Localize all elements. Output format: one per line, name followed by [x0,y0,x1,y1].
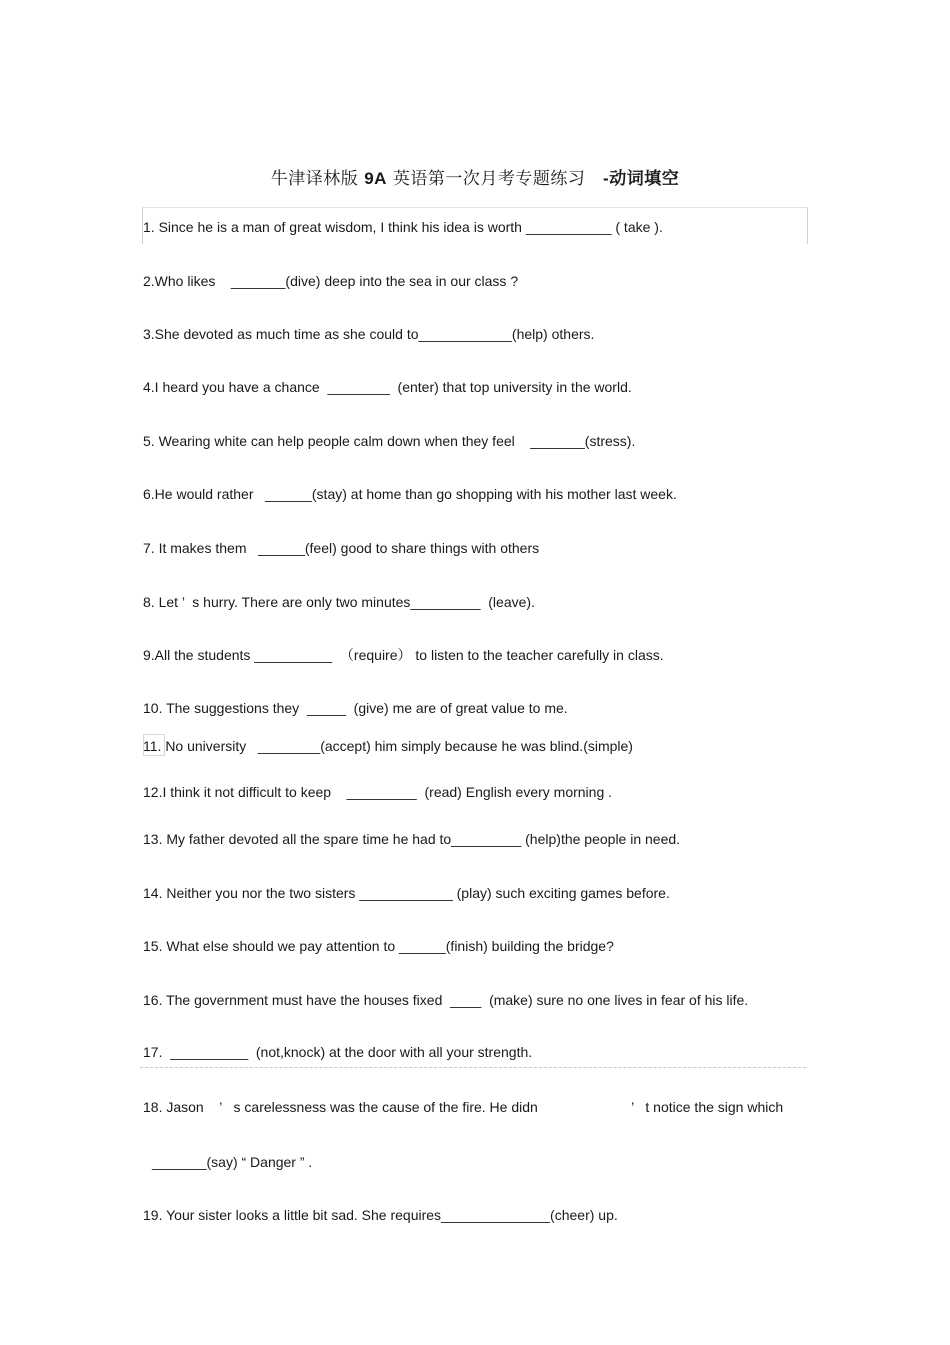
question-14: 14. Neither you nor the two sisters ____________ (play) such exciting games before. [143,885,670,901]
title-topic: -动词填空 [603,169,680,188]
question-2: 2.Who likes _______(dive) deep into the sea in our class ? [143,273,519,289]
title-grade: 9A [364,169,387,188]
title-suffix: 英语第一次月考专题练习 [392,169,586,189]
question-19: 19. Your sister looks a little bit sad. She requires______________(cheer) up. [143,1207,618,1223]
question-10: 10. The suggestions they _____ (give) me are of great value to me. [143,700,568,716]
question-1: 1. Since he is a man of great wisdom, I think his idea is worth ___________ ( take ). [143,219,663,235]
question-5: 5. Wearing white can help people calm down when they feel _______(stress). [143,433,636,449]
question-3: 3.She devoted as much time as she could to____________(help) others. [143,326,595,342]
question-11: 11. No university ________(accept) him simply because he was blind.(simple) [143,738,633,754]
question-12: 12.I think it not difficult to keep _________ (read) English every morning . [143,784,613,800]
question-17: 17. __________ (not,knock) at the door with all your strength. [143,1044,533,1060]
question-4: 4.I heard you have a chance ________ (enter) that top university in the world. [143,379,632,395]
title-prefix: 牛津译林版 [270,169,359,189]
question-9: 9.All the students __________ （require） to listen to the teacher carefully in class. [143,647,664,663]
dashed-divider [140,1067,806,1068]
question-15: 15. What else should we pay attention to ______(finish) building the bridge? [143,938,614,954]
page-title [0,164,950,189]
question-6: 6.He would rather ______(stay) at home than go shopping with his mother last week. [143,486,677,502]
question-13: 13. My father devoted all the spare time he had to_________ (help)the people in need. [143,831,681,847]
question-8: 8. Let ’ s hurry. There are only two minutes_________ (leave). [143,594,535,610]
question-18: 18. Jason ’ s carelessness was the cause of the fire. He didn ’ t notice the sign which [143,1099,784,1115]
question-16: 16. The government must have the houses fixed ____ (make) sure no one lives in fear of his life. [143,992,749,1008]
question-7: 7. It makes them ______(feel) good to share things with others [143,540,540,556]
question-18-continued: _______(say) “ Danger ” . [152,1154,313,1170]
